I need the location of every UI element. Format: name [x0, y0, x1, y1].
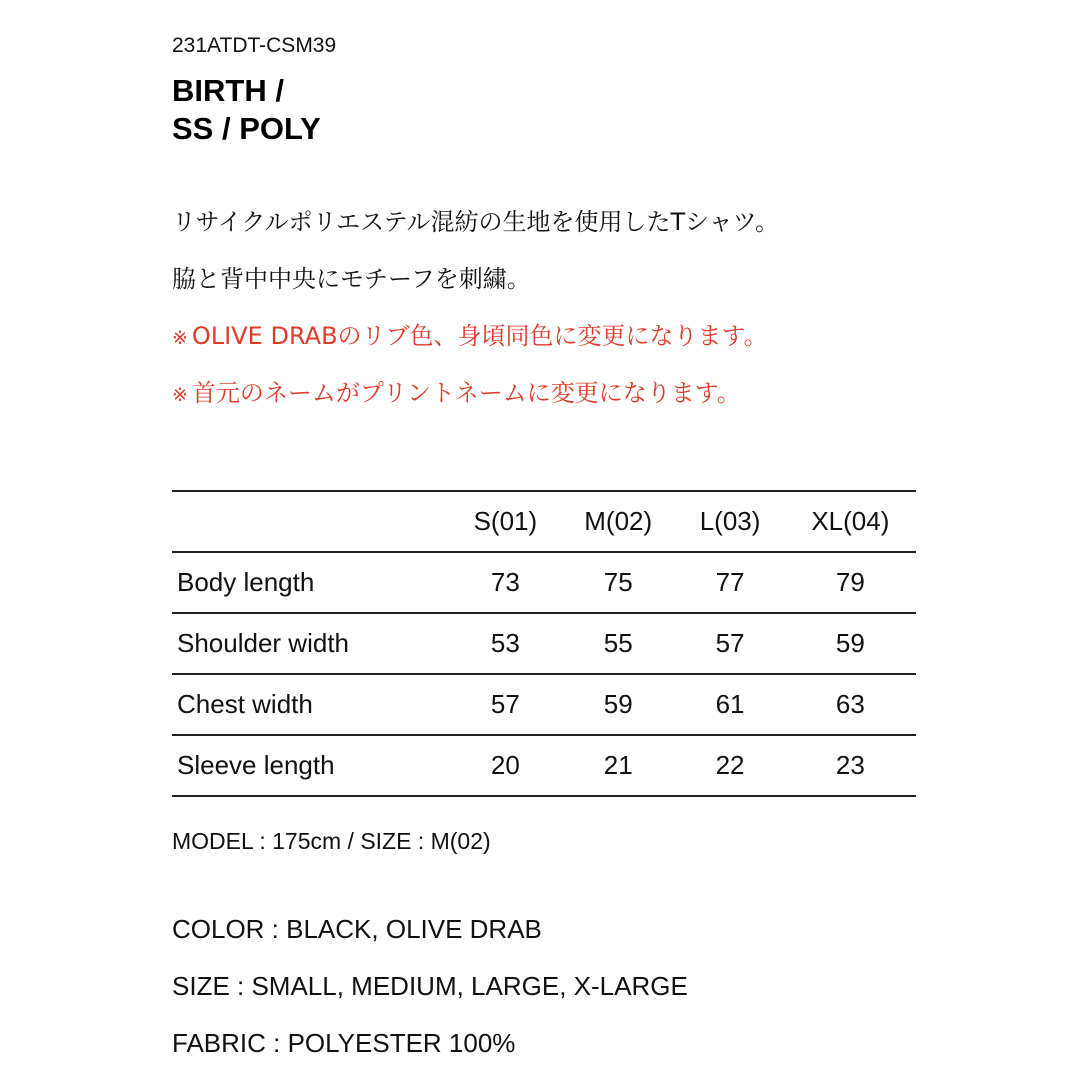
table-cell: 23 — [785, 735, 916, 796]
table-cell: 77 — [675, 552, 784, 613]
row-label-body-length: Body length — [172, 552, 450, 613]
row-label-chest-width: Chest width — [172, 674, 450, 735]
table-cell: 75 — [561, 552, 675, 613]
note1-text: OLIVE DRABのリブ色、身頃同色に変更になります。 — [191, 322, 768, 350]
size-table-header-blank — [172, 491, 450, 552]
row-label-sleeve-length: Sleeve length — [172, 735, 450, 796]
product-code: 231ATDT-CSM39 — [172, 34, 337, 57]
product-title — [172, 72, 321, 148]
table-cell: 20 — [450, 735, 561, 796]
description-line2: 脇と背中中央にモチーフを刺繍。 — [172, 265, 531, 293]
table-cell: 59 — [561, 674, 675, 735]
note-mark-icon: ※ — [172, 327, 188, 349]
table-cell: 57 — [675, 613, 784, 674]
table-cell: 55 — [561, 613, 675, 674]
size-header-s: S(01) — [450, 491, 561, 552]
table-cell: 61 — [675, 674, 784, 735]
size-table — [172, 490, 916, 797]
description-note1 — [172, 316, 768, 351]
color-info: COLOR : BLACK, OLIVE DRAB — [172, 914, 542, 944]
table-cell: 57 — [450, 674, 561, 735]
table-cell: 73 — [450, 552, 561, 613]
table-cell: 59 — [785, 613, 916, 674]
size-header-l: L(03) — [675, 491, 784, 552]
table-row — [172, 613, 916, 674]
size-header-m: M(02) — [561, 491, 675, 552]
product-title-line1: BIRTH / — [172, 73, 284, 108]
table-row — [172, 552, 916, 613]
table-cell: 21 — [561, 735, 675, 796]
table-cell: 53 — [450, 613, 561, 674]
model-info: MODEL : 175cm / SIZE : M(02) — [172, 828, 491, 854]
note2-text: 首元のネームがプリントネームに変更になります。 — [191, 379, 741, 407]
table-row — [172, 674, 916, 735]
note-mark-icon: ※ — [172, 384, 188, 406]
fabric-info: FABRIC : POLYESTER 100% — [172, 1028, 516, 1058]
table-cell: 22 — [675, 735, 784, 796]
product-title-line2: SS / POLY — [172, 111, 321, 146]
description-line1: リサイクルポリエステル混紡の生地を使用したTシャツ。 — [172, 208, 779, 236]
size-header-xl: XL(04) — [785, 491, 916, 552]
table-cell: 79 — [785, 552, 916, 613]
size-info: SIZE : SMALL, MEDIUM, LARGE, X-LARGE — [172, 971, 688, 1001]
table-cell: 63 — [785, 674, 916, 735]
row-label-shoulder-width: Shoulder width — [172, 613, 450, 674]
description-note2 — [172, 373, 741, 408]
table-row — [172, 735, 916, 796]
size-table-header-row — [172, 491, 916, 552]
